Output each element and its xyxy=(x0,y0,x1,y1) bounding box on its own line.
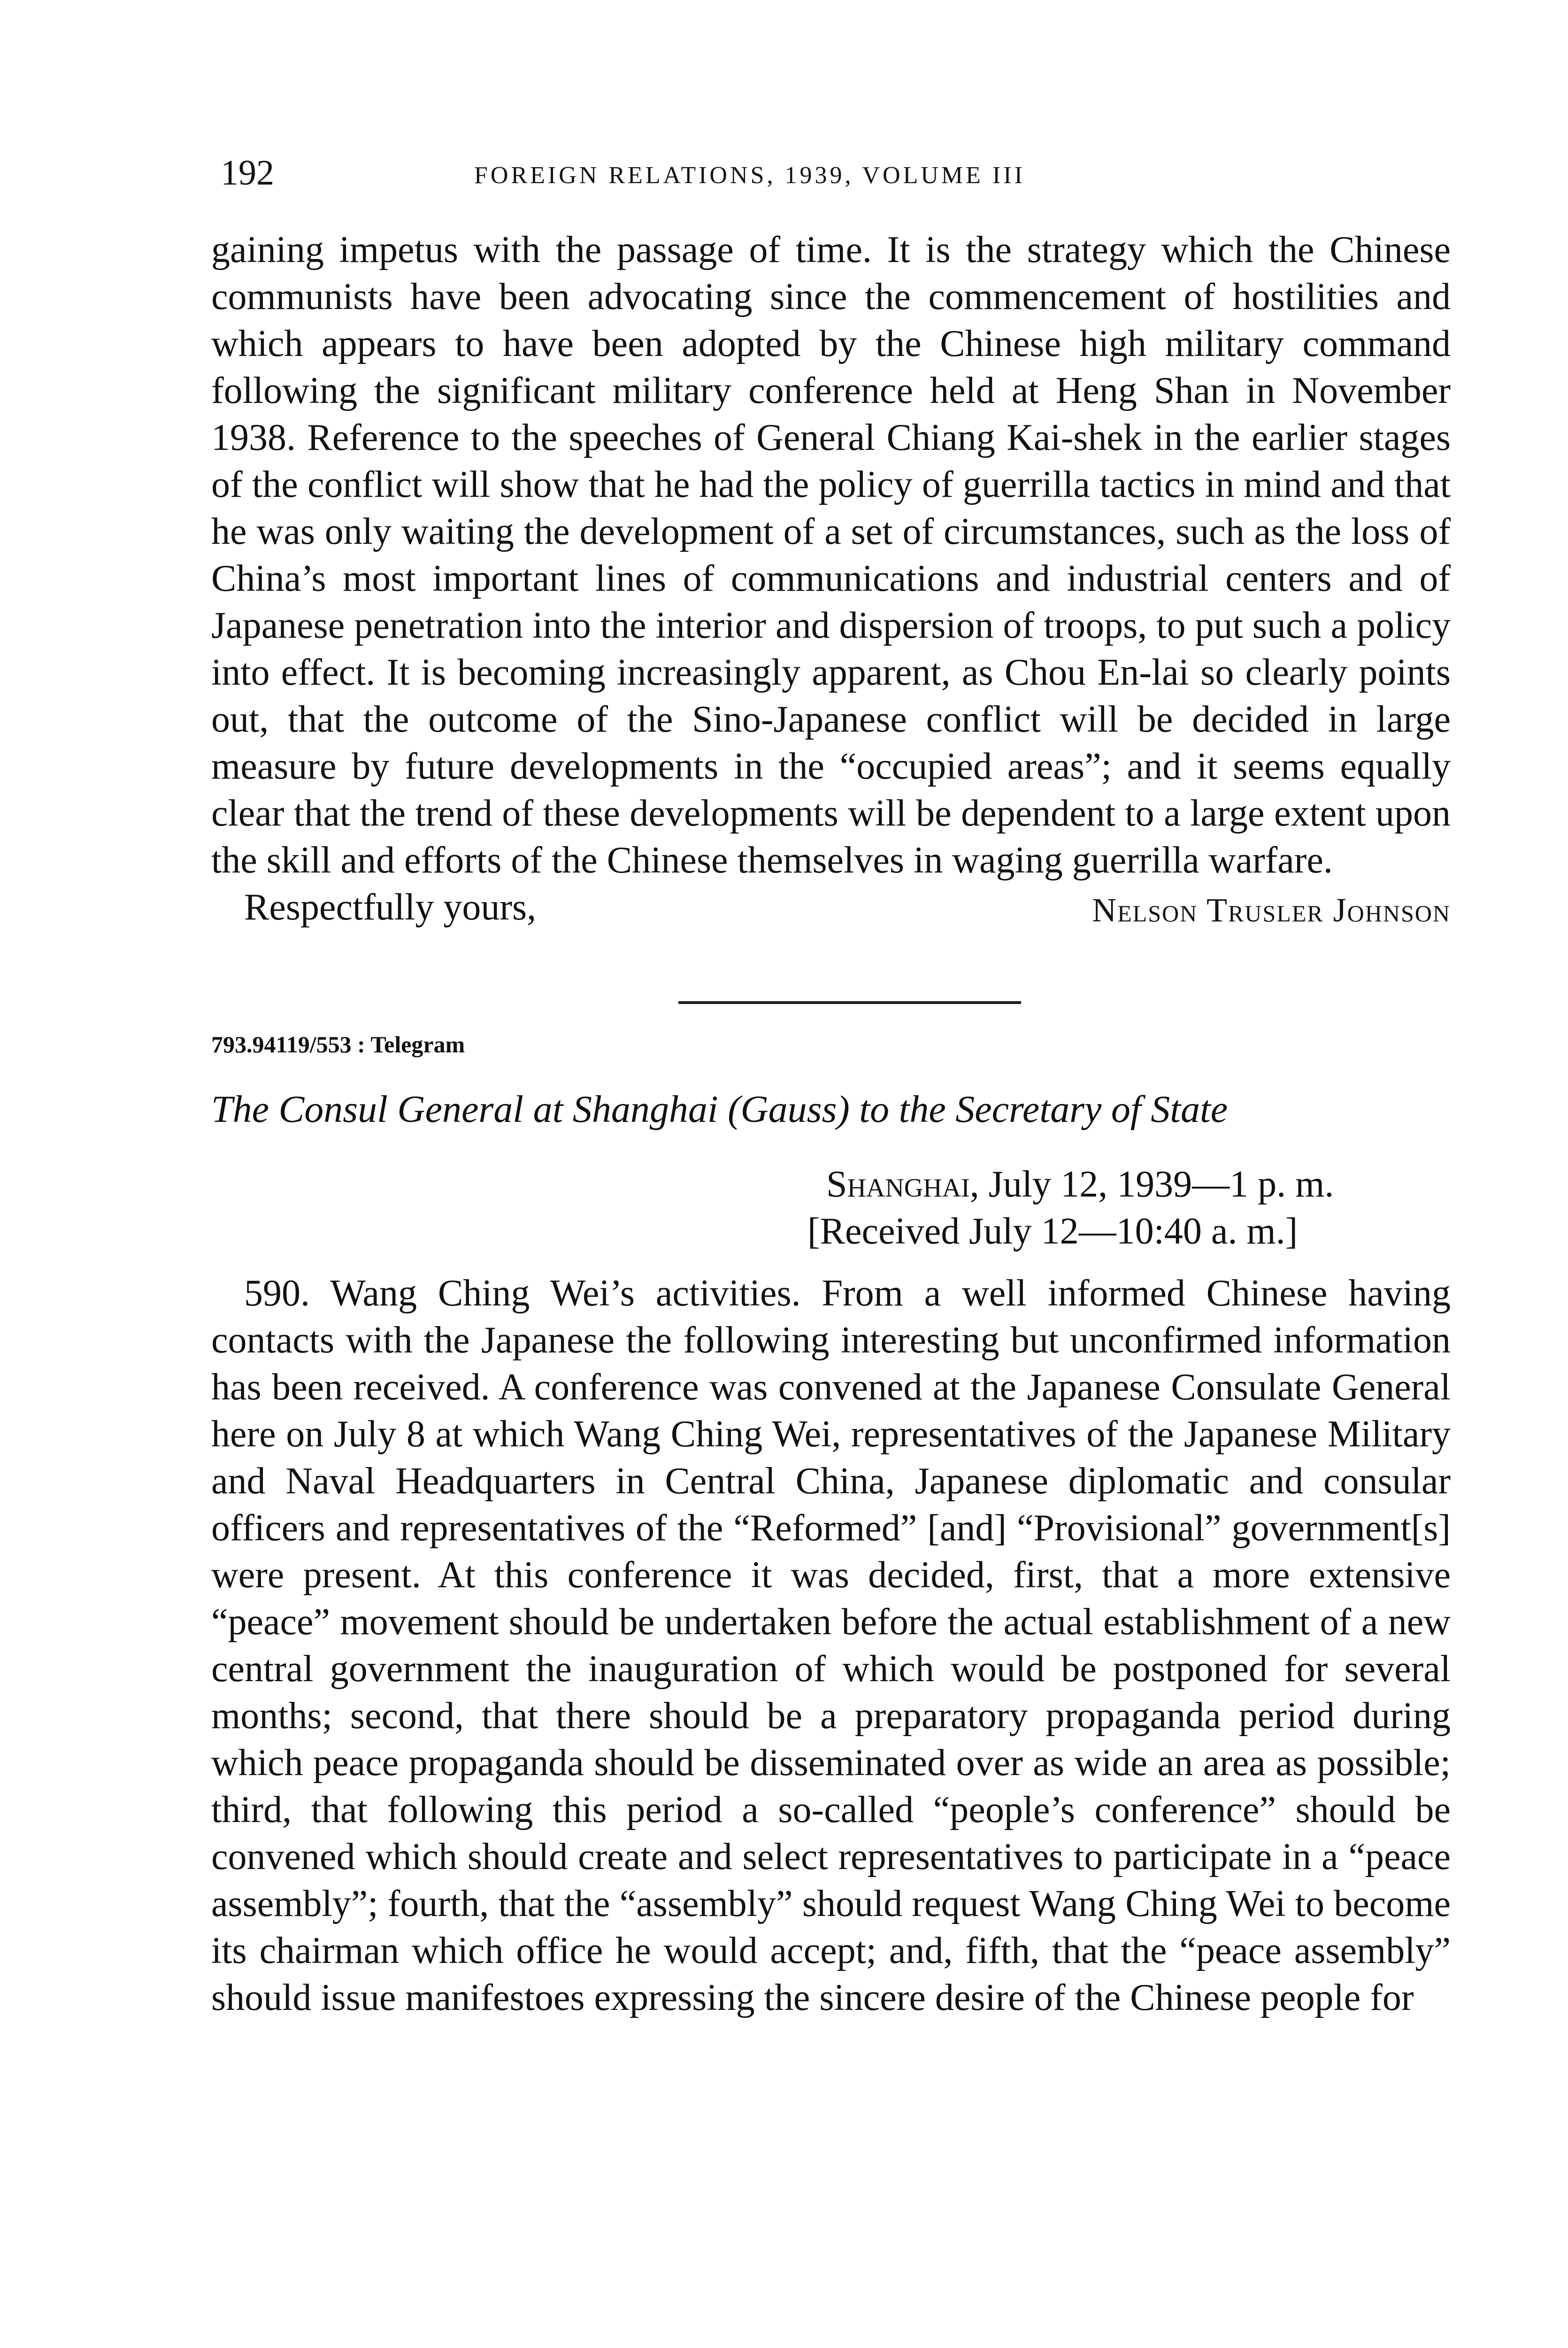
dateline-place: Shanghai, xyxy=(826,1164,979,1205)
running-header xyxy=(211,155,1451,211)
telegram-body: 590. Wang Ching Wei’s activities. From a well informed Chinese having contacts with the Japanese the following interesting but unconfirmed information has been received. A conference was convened at the Japanese Consulate General here on July 8 at which Wang Ching Wei, representatives of the Japanese Military and Naval Headquarters in Central China, Japanese diplomatic and consular officers and representatives of the “Reformed” [and] “Provisional” government[s] were present. At this conference it was decided, first, that a more extensive “peace” movement should be undertaken before the actual establishment of a new central government the inauguration of which would be postponed for several months; second, that there should be a preparatory propaganda period during which peace propaganda should be disseminated over as wide an area as possible; third, that following this period a so-called “people’s conference” should be convened which should create and select representatives to participate in a “peace assembly”; fourth, that the “assembly” should request Wang Ching Wei to become its chairman which office he would accept; and, fifth, that the “peace assembly” should issue manifestoes expressing the sincere desire of the Chinese people for xyxy=(211,1273,1451,2018)
document-title: The Consul General at Shanghai (Gauss) to the Secretary of State xyxy=(211,1088,1228,1130)
dateline xyxy=(211,1161,1451,1208)
running-title: FOREIGN RELATIONS, 1939, VOLUME III xyxy=(474,162,1025,189)
dateline-date: July 12, 1939—1 p. m. xyxy=(979,1164,1334,1205)
closing-phrase: Respectfully yours, xyxy=(244,887,537,928)
received-line: [Received July 12—10:40 a. m.] xyxy=(807,1211,1298,1252)
document-page xyxy=(211,155,1451,2021)
page-number: 192 xyxy=(221,153,274,193)
letter-closing xyxy=(211,884,1451,935)
letter-continued-paragraph: gaining impetus with the passage of time. It is the strategy which the Chinese communists have been advocating since the commencement of hostilities and which appears to have been adopted by the Chinese high military command following the significant military conference held at Heng Shan in November 1938. Reference to the speeches of General Chiang Kai-shek in the earlier stages of the conflict will show that he had the policy of guerrilla tactics in mind and that he was only waiting the development of a set of circumstances, such as the loss of China’s most important lines of communications and industrial centers and of Japanese penetration into the interior and dispersion of troops, to put such a policy into effect. It is becoming increasingly apparent, as Chou En-lai so clearly points out, that the outcome of the Sino-Japanese conflict will be decided in large measure by future developments in the “occupied areas”; and it seems equally clear that the trend of these developments will be dependent to a large extent upon the skill and efforts of the Chinese themselves in waging guerrilla warfare. xyxy=(211,229,1451,881)
signature: Nelson Trusler Johnson xyxy=(1092,891,1451,929)
file-reference: 793.94119/553 : Telegram xyxy=(211,1031,465,1058)
section-divider xyxy=(678,1001,1021,1004)
